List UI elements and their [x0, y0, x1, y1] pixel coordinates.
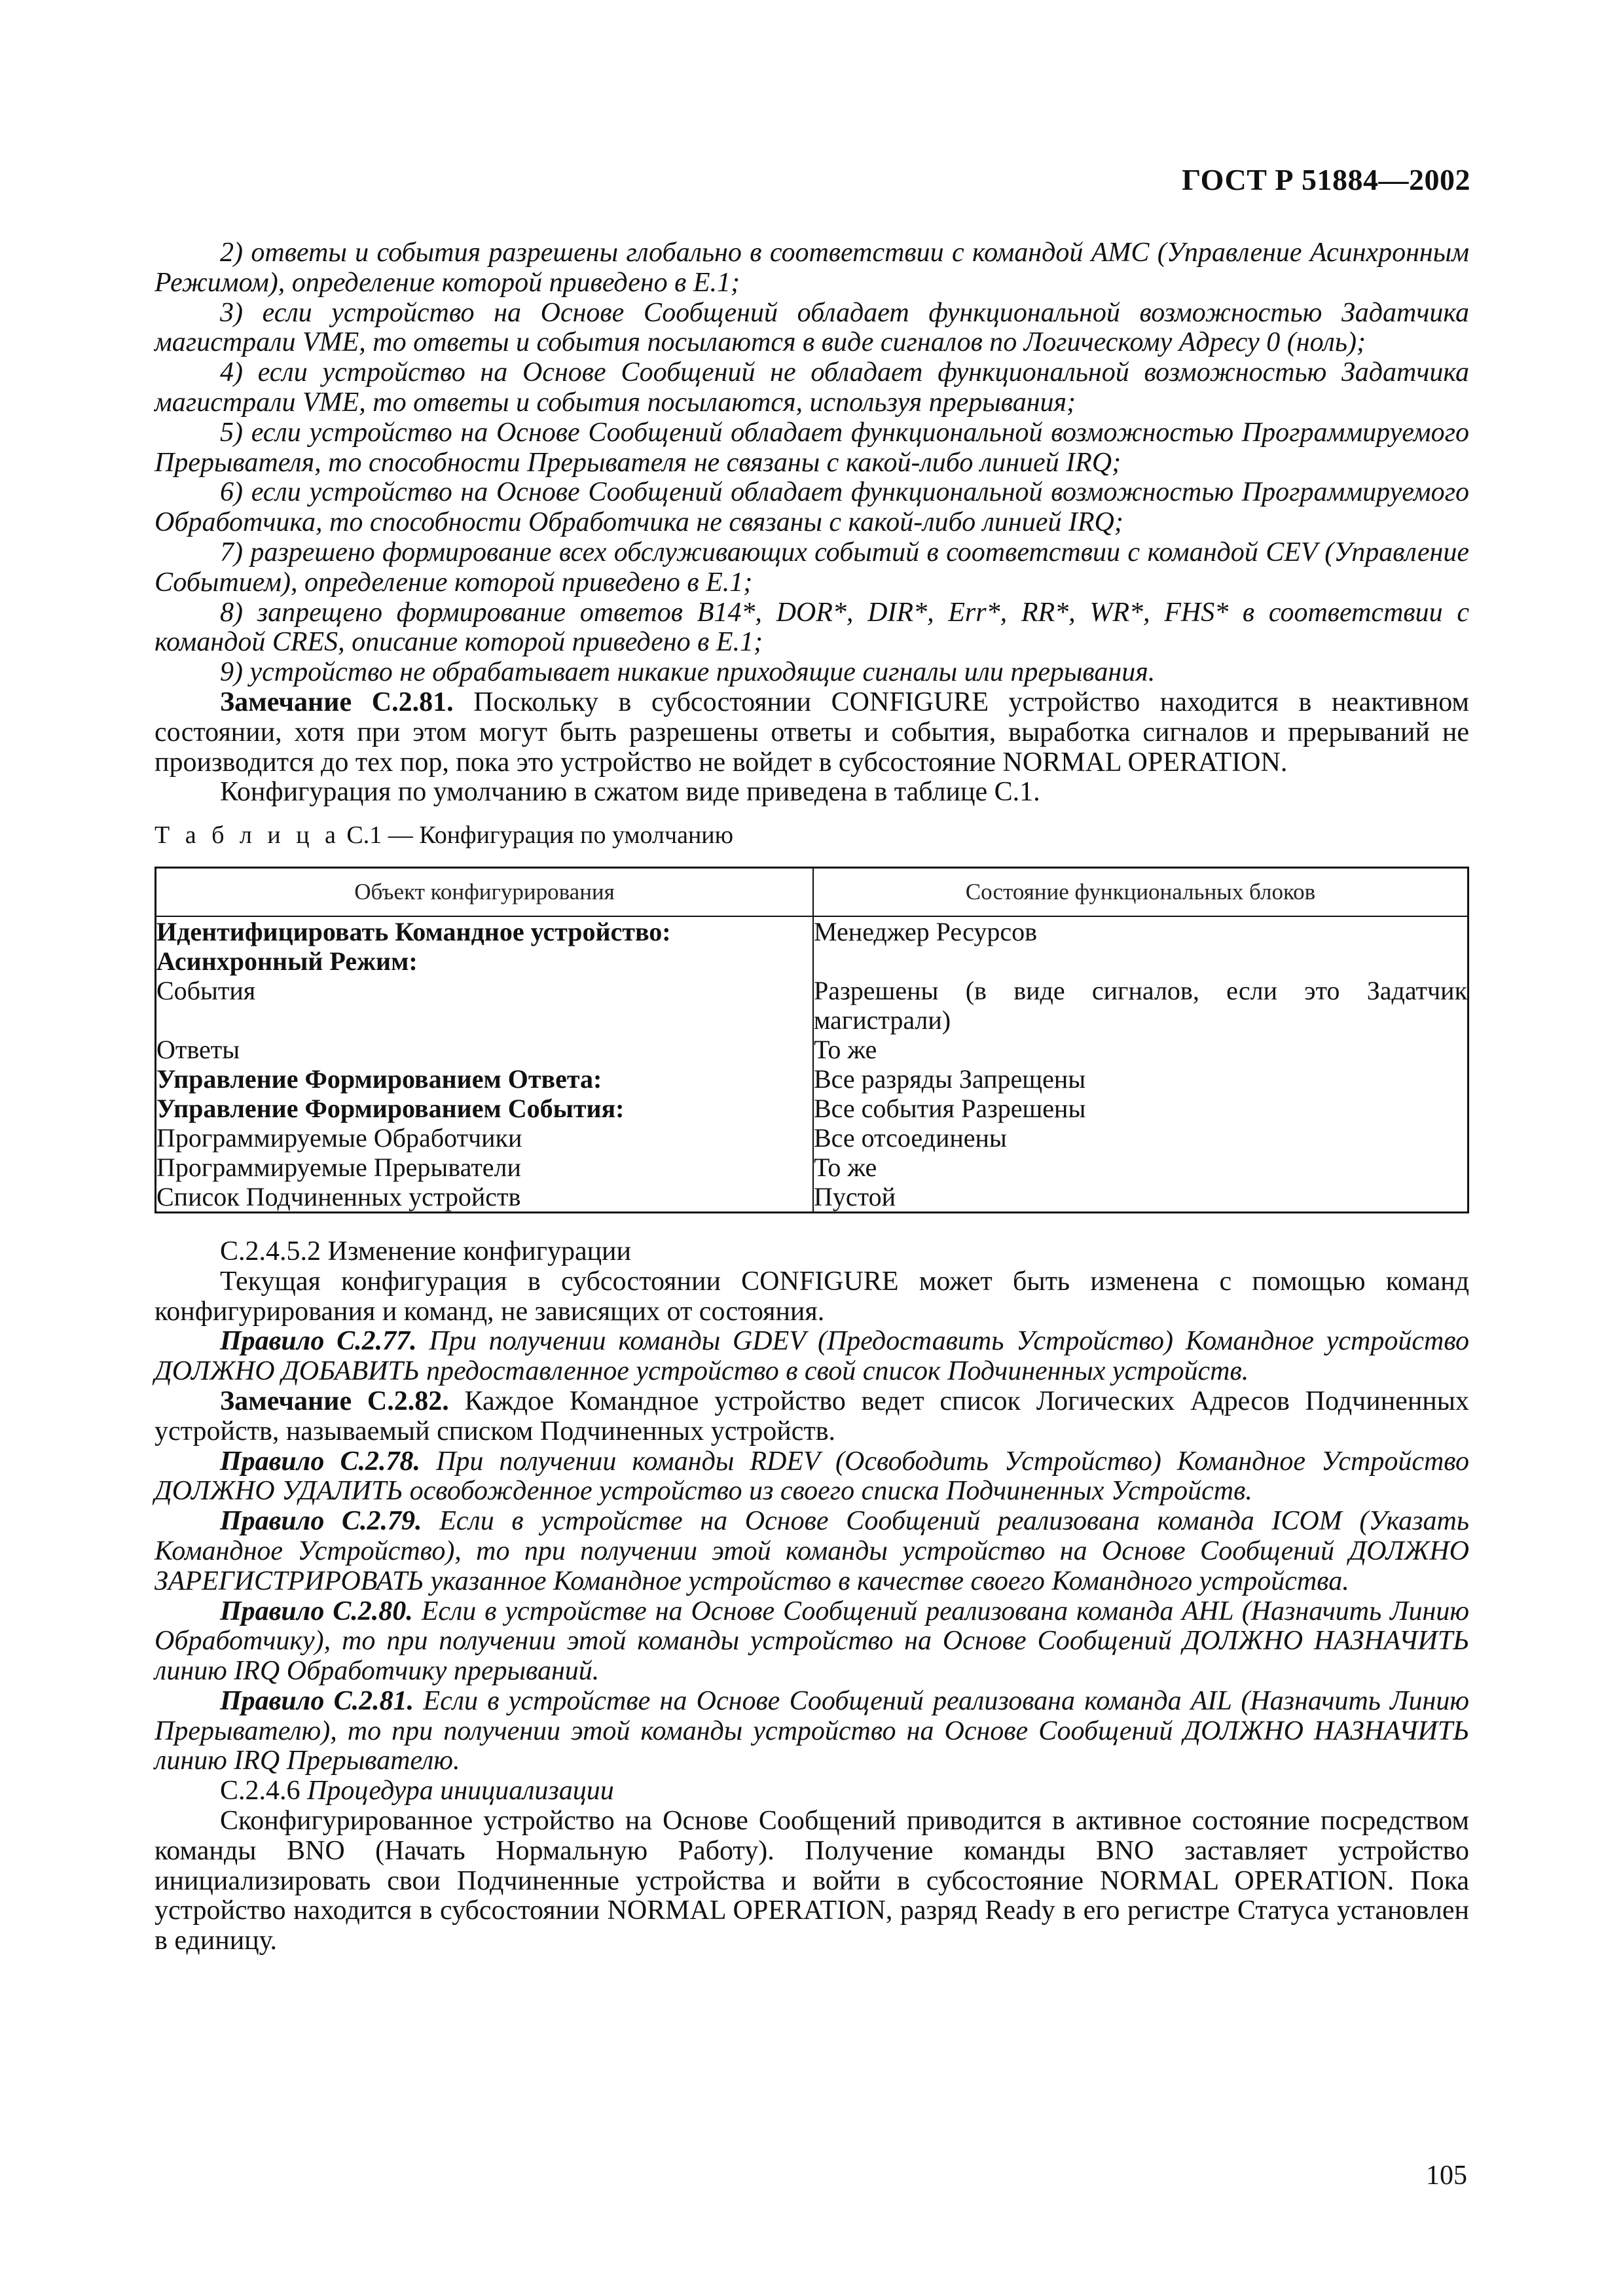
table-cell: Все события Разрешены [814, 1093, 1086, 1123]
table-caption-text: С.1 — Конфигурация по умолчанию [340, 821, 733, 850]
rule-label: Правило С.2.80. [220, 1596, 413, 1626]
rule-text: При получении команды GDEV (Предоставить Устройство) Командное устройство ДОЛЖНО ДОБАВИТЬ предоставленное устройство в свой список Подчиненных устройств. [155, 1326, 1470, 1387]
table-caption-label: Т а б л и ц а [155, 821, 340, 850]
table-cell [814, 946, 1467, 976]
table-intro: Конфигурация по умолчанию в сжатом виде приведена в таблице С.1. [220, 777, 1040, 808]
section-c2452-text: Текущая конфигурация в субсостоянии CONFIGURE может быть изменена с помощью команд конфигурирования и команд, не зависящих от состояния. [155, 1266, 1469, 1327]
note-label: Замечание С.2.81. [220, 687, 454, 717]
note-c281 [155, 688, 1469, 778]
table-cell: Менеджер Ресурсов [814, 916, 1037, 946]
rule-label: Правило С.2.79. [220, 1506, 422, 1537]
table-header-row [156, 867, 1468, 916]
table-cell: Программируемые Обработчики [156, 1122, 522, 1153]
table-cell [156, 1005, 812, 1035]
document-id-header: ГОСТ Р 51884—2002 [1182, 163, 1470, 196]
note-text: Каждое Командное устройство ведет список Логических Адресов Подчиненных устройств, называемый списком Подчиненных устройств. [155, 1386, 1469, 1446]
state-column [813, 916, 1468, 1213]
col-header-state: Состояние функциональных блоков [813, 867, 1468, 916]
table-cell: Ответы [156, 1034, 240, 1064]
note-label: Замечание С.2.82. [220, 1386, 449, 1416]
rule-text: Если в устройстве на Основе Сообщений реализована команда ICOM (Указать Командное Устройство), то при получении этой команды устройство на Основе Сообщений ДОЛЖНО ЗАРЕГИСТРИРОВАТЬ указанное Командное устройство в качестве своего Командного устройства. [155, 1506, 1470, 1596]
document-body [155, 238, 1469, 1956]
table-cell: Управление Формированием Ответа: [156, 1064, 602, 1094]
section-c246-text: Сконфигурированное устройство на Основе Сообщений приводится в активное состояние посредством команды BNO (Начать Нормальную Работу). Получение команды BNO заставляет устройство инициализировать свои Подчиненные устройства и войти в субсостояние NORMAL OPERATION. Пока устройство находится в субсостоянии NORMAL OPERATION, разряд Ready в его регистре Статуса установлен в единицу. [155, 1806, 1469, 1956]
col-header-object: Объект конфигурирования [156, 867, 814, 916]
table-cell: Программируемые Прерыватели [156, 1152, 521, 1182]
rule-c277 [155, 1327, 1469, 1387]
section-c2452-title: С.2.4.5.2 Изменение конфигурации [220, 1236, 632, 1266]
default-config-table [155, 867, 1469, 1213]
rule-label: Правило С.2.77. [220, 1326, 417, 1357]
section-c246-heading [155, 1776, 1469, 1806]
table-cell: Все отсоединены [814, 1122, 1007, 1153]
list-item: 7) разрешено формирование всех обслуживающих событий в соответствии с командой CEV (Управление Событием), определение которой приведено в Е.1; [155, 537, 1469, 598]
list-item: 4) если устройство на Основе Сообщений не обладает функциональной возможностью Задатчика магистрали VME, то ответы и события посылаются, используя прерывания; [155, 357, 1469, 418]
rule-c278 [155, 1447, 1469, 1507]
section-number: С.2.4.6 [220, 1776, 308, 1806]
list-item: 3) если устройство на Основе Сообщений обладает функциональной возможностью Задатчика магистрали VME, то ответы и события посылаются в виде сигналов по Логическому Адресу 0 (ноль); [155, 297, 1469, 358]
rule-c280 [155, 1597, 1469, 1687]
page-number: 105 [1426, 2161, 1467, 2191]
rule-label: Правило С.2.78. [220, 1446, 420, 1477]
object-column [156, 916, 814, 1213]
table-cell: магистрали) [814, 1005, 951, 1035]
rule-text: Если в устройстве на Основе Сообщений реализована команда AHL (Назначить Линию Обработчику), то при получении этой команды устройство на Основе Сообщений ДОЛЖНО НАЗНАЧИТЬ линию IRQ Обработчику прерываний. [155, 1596, 1470, 1687]
table-cell: Все разряды Запрещены [814, 1064, 1086, 1094]
table-body-row [156, 916, 1468, 1213]
table-caption [155, 821, 1469, 851]
table-cell: Список Подчиненных устройств [156, 1181, 521, 1211]
list-item: 8) запрещено формирование ответов B14*, DOR*, DIR*, Err*, RR*, WR*, FHS* в соответствии с командой CRES, описание которой приведено в Е.1; [155, 597, 1469, 658]
note-text: Поскольку в субсостоянии CONFIGURE устройство находится в неактивном состоянии, хотя при этом могут быть разрешены ответы и события, выработка сигналов и прерываний не производится до тех пор, пока это устройство не войдет в субсостояние NORMAL OPERATION. [155, 687, 1469, 778]
table-cell: События [156, 975, 256, 1005]
note-c282 [155, 1387, 1469, 1447]
table-cell: Пустой [814, 1181, 896, 1211]
table-cell: Асинхронный Режим: [156, 946, 418, 976]
rule-c279 [155, 1507, 1469, 1596]
rule-text: Если в устройстве на Основе Сообщений реализована команда AIL (Назначить Линию Прерывателю), то при получении этой команды устройство на Основе Сообщений ДОЛЖНО НАЗНАЧИТЬ линию IRQ Прерывателю. [155, 1685, 1469, 1776]
rule-label: Правило С.2.81. [220, 1685, 414, 1716]
list-item: 6) если устройство на Основе Сообщений обладает функциональной возможностью Программируемого Обработчика, то способности Обработчика не связаны с какой-либо линией IRQ; [155, 477, 1469, 538]
table-cell: То же [814, 1034, 877, 1064]
table-cell: Управление Формированием События: [156, 1093, 625, 1123]
section-title: Процедура инициализации [307, 1776, 614, 1806]
rule-text: При получении команды RDEV (Освободить Устройство) Командное Устройство ДОЛЖНО УДАЛИТЬ освобожденное устройство из своего списка Подчиненных Устройств. [155, 1446, 1469, 1507]
table-cell: Идентифицировать Командное устройство: [156, 916, 671, 946]
list-item: 2) ответы и события разрешены глобально в соответствии с командой AMC (Управление Асинхронным Режимом), определение которой приведено в Е.1; [155, 238, 1469, 298]
list-item: 5) если устройство на Основе Сообщений обладает функциональной возможностью Программируемого Прерывателя, то способности Прерывателя не связаны с какой-либо линией IRQ; [155, 417, 1469, 478]
table-cell: Разрешены (в виде сигналов, если это Задатчик [814, 975, 1467, 1005]
rule-c281 [155, 1687, 1469, 1776]
table-cell: То же [814, 1152, 877, 1182]
list-item: 9) устройство не обрабатывает никакие приходящие сигналы или прерывания. [220, 657, 1156, 688]
